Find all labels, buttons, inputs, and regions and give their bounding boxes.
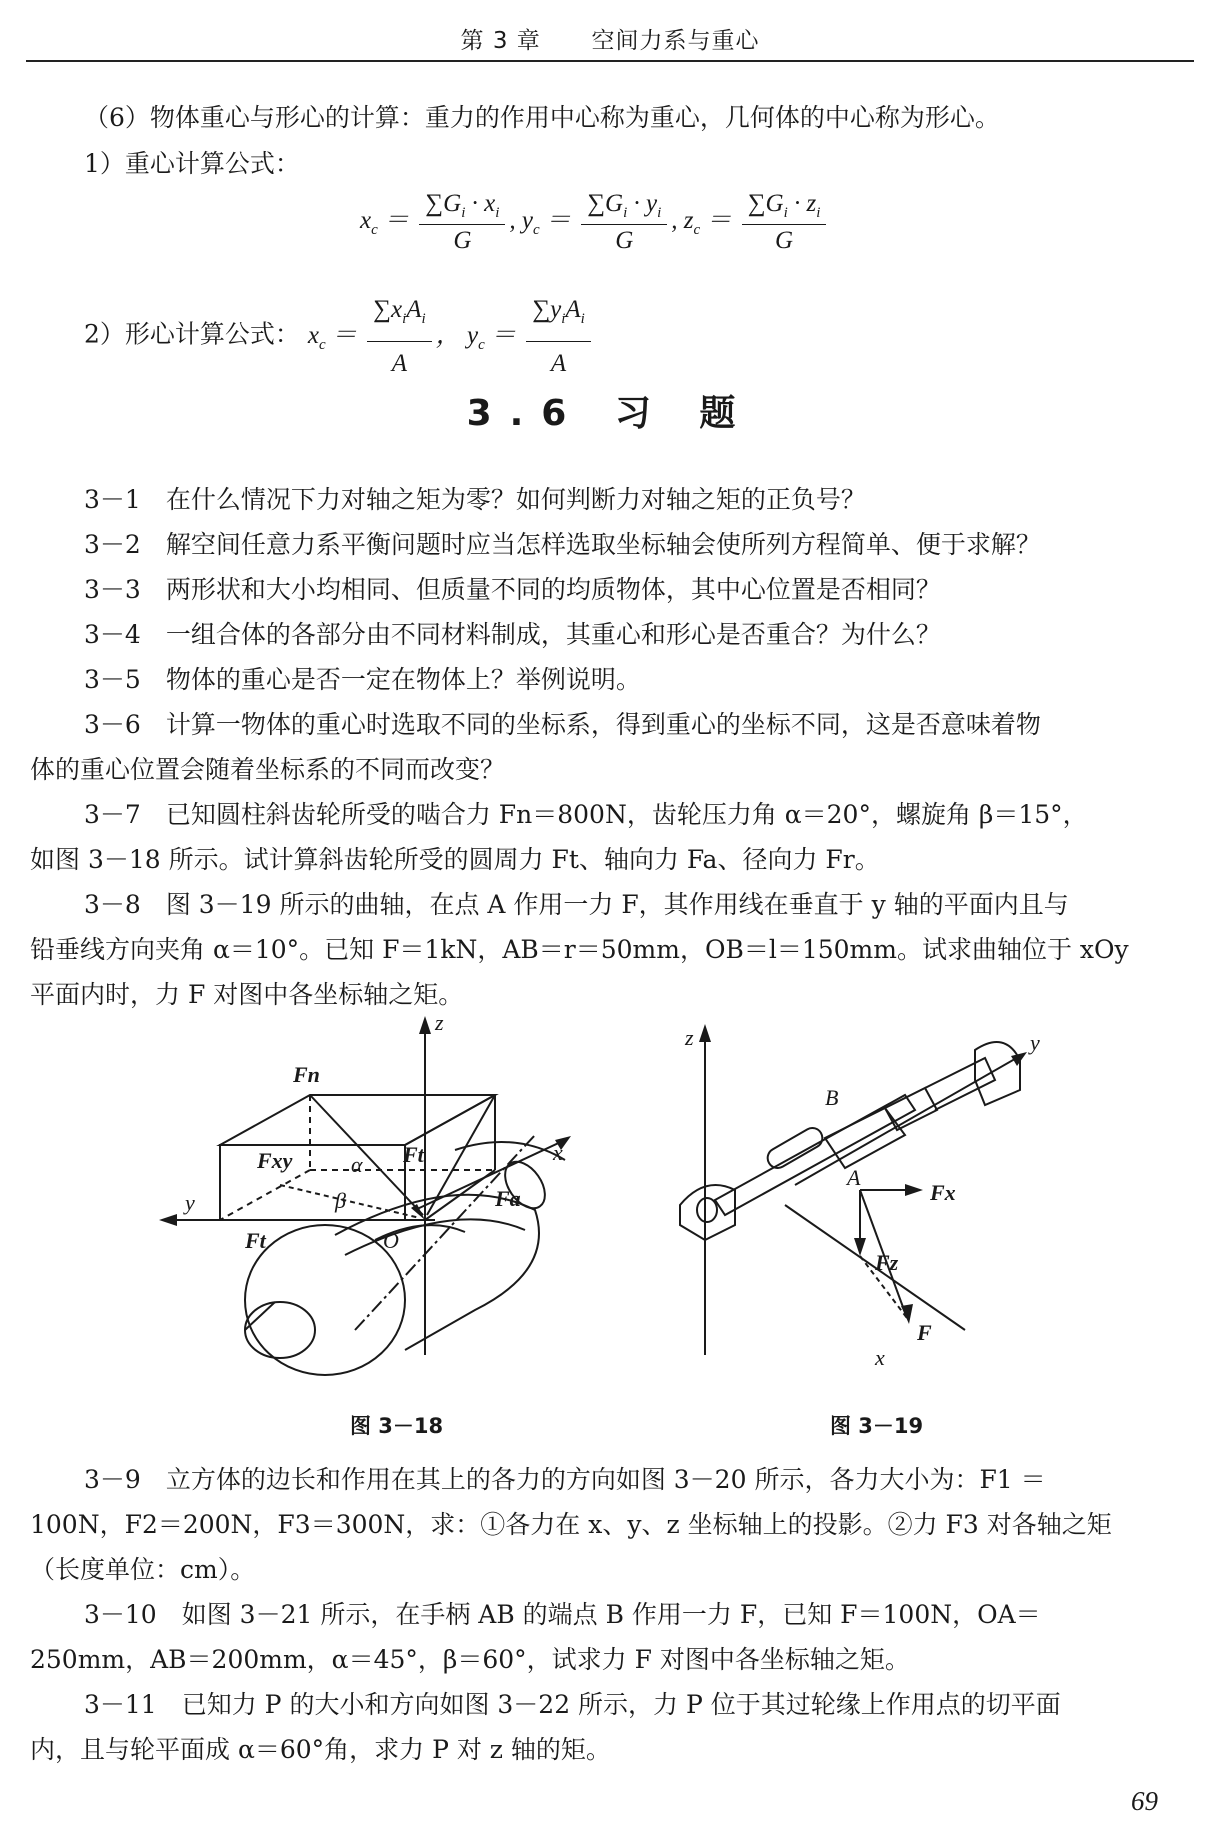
problem-3-10-cont: 250mm，AB＝200mm，α＝45°，β＝60°，试求力 F 对图中各坐标轴之矩。 (30, 1645, 910, 1674)
figure-3-19 (675, 1010, 1075, 1380)
x-axis (415, 1140, 565, 1210)
problem-3-5: 3－5 物体的重心是否一定在物体上？举例说明。 (84, 665, 641, 694)
label-fxy: Fxy (257, 1148, 293, 1173)
problem-3-4: 3－4 一组合体的各部分由不同材料制成，其重心和形心是否重合？为什么？ (84, 620, 941, 649)
intro-line-3: 2）形心计算公式： $x_c$ ＝ $\frac{\sum x_iA_i}{A}$ ， $y_c$ ＝ $\frac{\sum y_iA_i}{A}$ (84, 290, 1220, 384)
figure-3-18 (155, 1010, 635, 1380)
problem-3-9-cont2: （长度单位：cm）。 (30, 1555, 256, 1584)
running-header (26, 22, 1194, 55)
problem-3-11-cont: 内，且与轮平面成 α＝60°角，求力 P 对 z 轴的矩。 (30, 1735, 611, 1764)
problem-3-6: 3－6 计算一物体的重心时选取不同的坐标系，得到重心的坐标不同，这是否意味着物 (84, 710, 1041, 739)
problem-3-8: 3－8 图 3－19 所示的曲轴，在点 A 作用一力 F，其作用线在垂直于 y 轴的平面内且与 (84, 890, 1069, 919)
centroid-formula: $x_c$ ＝ $\frac{\sum G_i \cdot x_i}{G}$ , $y_c$ ＝ $\frac{\sum G_i \cdot y_i}{G}$ , $z_c$ ＝ $\frac{\sum G_i \cdot z_i}{G}$ (360, 190, 830, 255)
problem-3-9-cont: 100N，F2＝200N，F3＝300N，求：①各力在 x、y、z 坐标轴上的投影。②力 F3 对各轴之矩 (30, 1510, 1112, 1539)
problem-3-7-cont: 如图 3－18 所示。试计算斜齿轮所受的圆周力 Ft、轴向力 Fa、径向力 Fr。 (30, 845, 880, 874)
label-x: x (875, 1345, 885, 1370)
chapter-number: 第 3 章 (460, 28, 541, 54)
intro-line-1: （6）物体重心与形心的计算：重力的作用中心称为重心，几何体的中心称为形心。 (84, 103, 1000, 132)
figure-3-18-caption: 图 3－18 (350, 1414, 444, 1438)
y-axis (795, 1056, 1020, 1185)
page-number: 69 (1131, 1786, 1158, 1816)
label-ft-top: Ft (403, 1142, 424, 1167)
header-rule (26, 60, 1194, 62)
shape-center-formula: $x_c$ ＝ $\frac{\sum x_iA_i}{A}$ ， $y_c$ ＝ $\frac{\sum y_iA_i}{A}$ (308, 322, 595, 349)
intro-line-2: 1）重心计算公式： (84, 149, 300, 178)
label-a: A (847, 1165, 861, 1190)
label-ft: Ft (245, 1228, 266, 1253)
label-beta: β (335, 1188, 346, 1213)
label-fa: Fa (495, 1186, 521, 1211)
problem-3-2: 3－2 解空间任意力系平衡问题时应当怎样选取坐标轴会使所列方程简单、便于求解？ (84, 530, 1041, 559)
problem-3-10: 3－10 如图 3－21 所示，在手柄 AB 的端点 B 作用一力 F，已知 F＝100N，OA＝ (84, 1600, 1041, 1629)
problem-3-8-cont2: 平面内时，力 F 对图中各坐标轴之矩。 (30, 980, 464, 1009)
label-fx: Fx (930, 1180, 956, 1205)
label-y: y (1030, 1030, 1040, 1055)
problem-3-8-cont: 铅垂线方向夹角 α＝10°。已知 F＝1kN，AB＝r＝50mm，OB＝l＝150mm。试求曲轴位于 xOy (30, 935, 1129, 964)
problem-3-1: 3－1 在什么情况下力对轴之矩为零？如何判断力对轴之矩的正负号？ (84, 485, 866, 514)
problem-3-7: 3－7 已知圆柱斜齿轮所受的啮合力 Fn＝800N，齿轮压力角 α＝20°，螺旋角 β＝15°， (84, 800, 1088, 829)
label-z: z (685, 1025, 694, 1050)
label-z: z (435, 1010, 444, 1035)
figure-3-19-caption: 图 3－19 (830, 1414, 924, 1438)
label-alpha: α (351, 1152, 363, 1177)
chapter-title: 空间力系与重心 (591, 28, 760, 54)
label-fz: Fz (875, 1250, 899, 1275)
problem-3-6-cont: 体的重心位置会随着坐标系的不同而改变？ (30, 755, 506, 784)
problem-3-11: 3－11 已知力 P 的大小和方向如图 3－22 所示，力 P 位于其过轮缘上作用点的切平面 (84, 1690, 1061, 1719)
label-y: y (185, 1190, 195, 1215)
label-x: x (553, 1140, 563, 1165)
problem-3-3: 3－3 两形状和大小均相同、但质量不同的均质物体，其中心位置是否相同？ (84, 575, 941, 604)
label-f: F (917, 1320, 932, 1345)
label-fn: Fn (293, 1062, 320, 1087)
label-o: O (383, 1228, 399, 1253)
section-title: 3.6 习 题 (466, 393, 754, 434)
label-b: B (825, 1085, 839, 1110)
problem-3-9: 3－9 立方体的边长和作用在其上的各力的方向如图 3－20 所示，各力大小为：F1 ＝ (84, 1465, 1046, 1494)
